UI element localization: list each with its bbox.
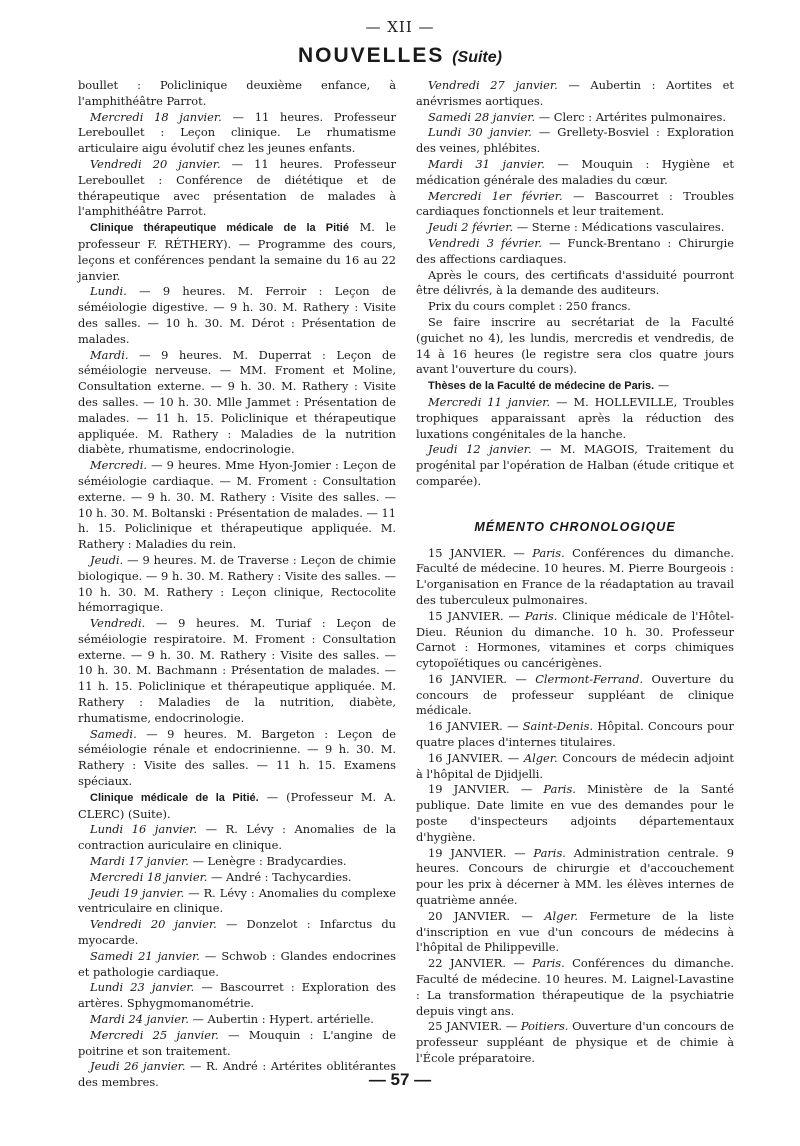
paragraph-text: — Bascourret : Troubles cardiaques fonctionnels et leur traitement. (416, 188, 734, 219)
memento-place: Poitiers. (520, 1019, 569, 1034)
paragraph-lead: Mardi. (90, 347, 129, 362)
paragraph-text: M. le professeur F. RÉTHERY). — Programme des cours, leçons et conférences pendant la semaine du 16 au 22 janvier. (78, 220, 396, 283)
paragraph-lead: Mardi 17 janvier. (90, 854, 189, 869)
memento-place: Alger. (544, 908, 579, 923)
memento-date: 16 JANVIER. (428, 671, 507, 686)
memento-date: 16 JANVIER. (428, 719, 503, 734)
memento-text: Hôpital. Concours pour quatre places d'internes titulaires. (416, 719, 734, 750)
memento-text: Ouverture d'un concours de professeur suppléant de physique et de chimie à l'École préparatoire. (416, 1019, 734, 1066)
memento-item (416, 846, 734, 909)
memento-place: Alger. (523, 750, 558, 765)
memento-item (416, 782, 734, 845)
paragraph (78, 790, 396, 823)
paragraph-text: — 9 heures. M. de Traverse : Leçon de chimie biologique. — 9 h. 30. M. Rathery : Visite des salles. — 10 h. 30. M. Rathery : Leçon clinique, Rectocolite hémorragique. (78, 552, 396, 615)
paragraph (416, 442, 734, 489)
paragraph-lead: Samedi 21 janvier. (90, 948, 200, 963)
memento-text: Concours de médecin adjoint à l'hôpital de Djidjelli. (416, 750, 734, 781)
paragraph-lead: Vendredi. (90, 616, 146, 631)
paragraph-text: — M. HOLLEVILLE, Troubles trophiques apparaissant après la réduction des luxations congénitales de la hanche. (416, 394, 734, 441)
memento-text: Fermeture de la liste d'inscription en vue d'un concours de médecins à l'hôpital de Philippeville. (416, 908, 734, 955)
paragraph-text: — Clerc : Artérites pulmonaires. (535, 109, 726, 124)
memento-dash: — (506, 845, 534, 860)
paragraph-text: — 9 heures. M. Turiaf : Leçon de séméiologie respiratoire. M. Froment : Consultation externe. — 9 h. 30. M. Rathery : Visite des salles. — 10 h. 30. M. Bachmann : Présentation de malades. — 11 h. 15. Policlinique et thérapeutique appliquée. M. Rathery : Maladies de la nutrition, diabète, rhumatisme, endocrinologie. (78, 616, 396, 725)
paragraph-lead: Vendredi 3 février. (428, 235, 543, 250)
paragraph (78, 917, 396, 949)
memento-date: 25 JANVIER. (428, 1019, 503, 1034)
paragraph (78, 220, 396, 284)
paragraph (416, 220, 734, 236)
paragraph-lead: Jeudi 19 janvier. (90, 885, 185, 900)
paragraph-lead: Lundi. (90, 284, 127, 299)
memento-list (416, 546, 734, 1067)
right-column (416, 78, 734, 1067)
memento-place: Paris. (532, 545, 565, 560)
paragraph (78, 553, 396, 616)
paragraph (416, 395, 734, 442)
paragraph (78, 284, 396, 347)
paragraph (78, 886, 396, 918)
memento-dash: — (502, 1019, 521, 1034)
paragraph-text: — Funck-Brentano : Chirurgie des affections cardiaques. (416, 235, 734, 266)
page-number-roman: — XII — (365, 18, 435, 36)
paragraph-text: — Grellety-Bosviel : Exploration des veines, phlébites. (416, 125, 734, 156)
paragraph (78, 949, 396, 981)
paragraph-text: — Donzelot : Infarctus du myocarde. (78, 917, 396, 948)
paragraph-lead: Mardi 24 janvier. (90, 1012, 189, 1027)
memento-item (416, 956, 734, 1019)
memento-place: Clermont-Ferrand. (535, 671, 644, 686)
paragraph (416, 125, 734, 157)
paragraph (78, 458, 396, 553)
paragraph (416, 315, 734, 378)
paragraph-lead: Mercredi 18 janvier. (90, 869, 208, 884)
paragraph-text: — 11 heures. Professeur Lereboullet : Leçon clinique. Le rhumatisme articulaire aigu évolutif chez les jeunes enfants. (78, 109, 396, 156)
paragraph-text: — Sterne : Médications vasculaires. (513, 220, 725, 235)
paragraph-text: — R. André : Artérites oblitérantes des membres. (78, 1059, 397, 1090)
paragraph-text: — 9 heures. M. Bargeton : Leçon de séméiologie rénale et endocrinienne. — 9 h. 30. M. Rathery : Visite des salles. — 11 h. 15. Examens spéciaux. (78, 726, 396, 789)
paragraph-text: — (654, 378, 670, 393)
paragraph (78, 822, 396, 854)
paragraph-text: — R. Lévy : Anomalies du complexe ventriculaire en clinique. (78, 885, 397, 916)
memento-item (416, 751, 734, 783)
memento-text: Conférences du dimanche. Faculté de médecine. 10 heures. M. Pierre Bourgeois : L'organisation en France de la réadaptation au travail des tuberculeux pulmonaires. (416, 545, 734, 607)
paragraph-text: — Schwob : Glandes endocrines et pathologie cardiaque. (78, 948, 396, 979)
memento-dash: — (505, 956, 533, 971)
memento-dash: — (502, 719, 523, 734)
memento-dash: — (503, 608, 525, 623)
paragraph-text: Prix du cours complet : 250 francs. (428, 299, 631, 314)
paragraph-lead: Vendredi 27 janvier. (428, 78, 558, 92)
paragraph-lead: Lundi 30 janvier. (428, 125, 532, 140)
paragraph (78, 727, 396, 790)
paragraph (416, 78, 734, 110)
paragraph-text: — Lenègre : Bradycardies. (188, 854, 347, 869)
memento-place: Paris. (543, 782, 576, 797)
memento-place: Paris. (533, 845, 566, 860)
paragraph-lead: Samedi. (90, 726, 137, 741)
left-column (78, 78, 396, 1091)
memento-text: Conférences du dimanche. Faculté de médecine. 10 heures. M. Laignel-Lavastine : La transformation thérapeutique de la psychiatrie depuis vingt ans. (416, 956, 734, 1018)
paragraph-heading: Clinique médicale de la Pitié. (90, 791, 259, 804)
memento-item (416, 1019, 734, 1066)
memento-dash: — (509, 782, 544, 797)
paragraph-text: — R. Lévy : Anomalies de la contraction auriculaire en clinique. (78, 822, 397, 853)
paragraph-text: — Mouquin : L'angine de poitrine et son traitement. (78, 1027, 396, 1058)
page-title (0, 44, 800, 68)
memento-date: 22 JANVIER. (428, 956, 506, 971)
memento-place: Saint-Denis. (522, 719, 594, 734)
memento-text: Ouverture du concours de professeur suppléant de clinique médicale. (416, 671, 734, 718)
paragraph-text: Se faire inscrire au secrétariat de la Faculté (guichet no 4), les lundis, mercredis et vendredis, de 14 à 16 heures (le registre sera clos quatre jours avant l'ouverture du cours). (416, 314, 734, 377)
paragraph (78, 870, 396, 886)
right-paragraphs (416, 78, 734, 490)
memento-place: Paris. (524, 608, 558, 623)
title-suite: (Suite) (452, 49, 502, 66)
paragraph-lead: Samedi 28 janvier. (428, 109, 536, 124)
paragraph (78, 616, 396, 727)
memento-date: 16 JANVIER. (428, 750, 504, 765)
memento-item (416, 909, 734, 956)
paragraph-lead: Mercredi 1er février. (428, 188, 563, 203)
paragraph-text: — 11 heures. Professeur Lereboullet : Conférence de diététique et de thérapeutique avec présentation de malades à l'amphithéâtre Parrot. (78, 156, 396, 219)
paragraph-lead: Mercredi 25 janvier. (90, 1027, 219, 1042)
paragraph (78, 348, 396, 459)
memento-dash: — (505, 545, 533, 560)
memento-dash: — (509, 908, 545, 923)
paragraph-text: — 9 heures. M. Duperrat : Leçon de séméiologie nerveuse. — MM. Froment et Moline, Consultation externe. — 9 h. 30. M. Rathery : Visite des salles. — 10 h. 30. Mlle Jammet : Présentation de malades. — 11 h. 15. Policlinique et thérapeutique appliquée. M. Rathery : Maladies de la nutrition diabète, rhumatisme, endocrinologie. (78, 347, 396, 457)
memento-date: 15 JANVIER. (428, 608, 504, 623)
memento-place: Paris. (532, 956, 565, 971)
paragraph-lead: Jeudi 2 février. (428, 220, 514, 235)
paragraph (78, 854, 396, 870)
memento-date: 19 JANVIER. (428, 845, 507, 860)
memento-text: Administration centrale. 9 heures. Concours de chirurgie et d'accouchement pour les prix à décerner à MM. les élèves internes de quatrième année. (416, 845, 734, 908)
paragraph (416, 157, 734, 189)
paragraph (416, 299, 734, 315)
paragraph-heading: Clinique thérapeutique médicale de la Pitié (90, 222, 349, 235)
paragraph-lead: Vendredi 20 janvier. (90, 156, 221, 171)
paragraph-lead: Mercredi 11 janvier. (428, 394, 551, 409)
paragraph (416, 236, 734, 268)
paragraph-text: Après le cours, des certificats d'assiduité pourront être délivrés, à la demande des auditeurs. (416, 267, 734, 298)
paragraph-lead: Vendredi 20 janvier. (90, 917, 217, 932)
paragraph-heading: Thèses de la Faculté de médecine de Paris. (428, 380, 655, 393)
memento-text: Clinique médicale de l'Hôtel-Dieu. Réunion du dimanche. 10 h. 30. Professeur Carnot : Hormones, vitamines et corps chimiques cytopoïétiques ou cancérigènes. (416, 608, 734, 671)
paragraph (78, 157, 396, 220)
memento-item (416, 719, 734, 751)
paragraph-text: — M. MAGOIS, Traitement du progénital par l'opération de Halban (étude critique et comparée). (416, 442, 734, 488)
paragraph (78, 1028, 396, 1060)
paragraph-text: — Aubertin : Hypert. artérielle. (188, 1012, 374, 1027)
paragraph-text: boullet : Policlinique deuxième enfance, à l'amphithéâtre Parrot. (78, 78, 396, 108)
memento-heading: MÉMENTO CHRONOLOGIQUE (474, 519, 676, 534)
paragraph-text: — Mouquin : Hygiène et médication générale des maladies du cœur. (416, 156, 734, 187)
paragraph (416, 268, 734, 300)
paragraph (78, 1012, 396, 1028)
paragraph-lead: Jeudi 26 janvier. (90, 1059, 186, 1074)
paragraph (416, 189, 734, 221)
paragraph-lead: Lundi 23 janvier. (90, 980, 195, 995)
paragraph (416, 110, 734, 126)
title-text: NOUVELLES (298, 44, 445, 67)
paragraph-text: — (Professeur M. A. CLERC) (Suite). (78, 789, 396, 821)
paragraph-text: — Aubertin : Aortites et anévrismes aortiques. (416, 78, 734, 108)
paragraph-text: — André : Tachycardies. (207, 869, 352, 884)
paragraph (78, 78, 396, 110)
paragraph-lead: Mercredi 18 janvier. (90, 109, 222, 124)
memento-date: 20 JANVIER. (428, 908, 510, 923)
memento-dash: — (503, 750, 524, 765)
paragraph-lead: Lundi 16 janvier. (90, 822, 198, 837)
paragraph-lead: Jeudi. (90, 552, 124, 567)
paragraph-text: — Bascourret : Exploration des artères. Sphygmomanométrie. (78, 980, 396, 1011)
paragraph (78, 980, 396, 1012)
page-number: — 57 — (368, 1070, 432, 1089)
memento-item (416, 546, 734, 609)
memento-item (416, 672, 734, 719)
paragraph (78, 110, 396, 157)
paragraph (416, 378, 734, 395)
memento-dash: — (506, 671, 536, 686)
paragraph-text: — 9 heures. Mme Hyon-Jomier : Leçon de séméiologie cardiaque. — M. Froment : Consultation externe. — 9 h. 30. M. Rathery : Visite des salles. — 10 h. 30. M. Boltanski : Présentation de malades. — 11 h. 15. Policlinique et thérapeutique appliquée. M. Rathery : Maladies du rein. (78, 458, 396, 552)
memento-text: Ministère de la Santé publique. Date limite en vue des demandes pour le poste d'inspecteurs adjoints départementaux d'hygiène. (416, 782, 734, 844)
paragraph-lead: Mardi 31 janvier. (428, 156, 545, 171)
paragraph-lead: Mercredi. (90, 458, 147, 473)
paragraph-lead: Jeudi 12 janvier. (428, 442, 532, 457)
memento-date: 19 JANVIER. (428, 782, 510, 797)
memento-item (416, 609, 734, 672)
paragraph-text: — 9 heures. M. Ferroir : Leçon de séméiologie digestive. — 9 h. 30. M. Rathery : Visite des salles. — 10 h. 30. M. Dérot : Présentation de malades. (78, 284, 396, 346)
memento-date: 15 JANVIER. (428, 545, 506, 560)
